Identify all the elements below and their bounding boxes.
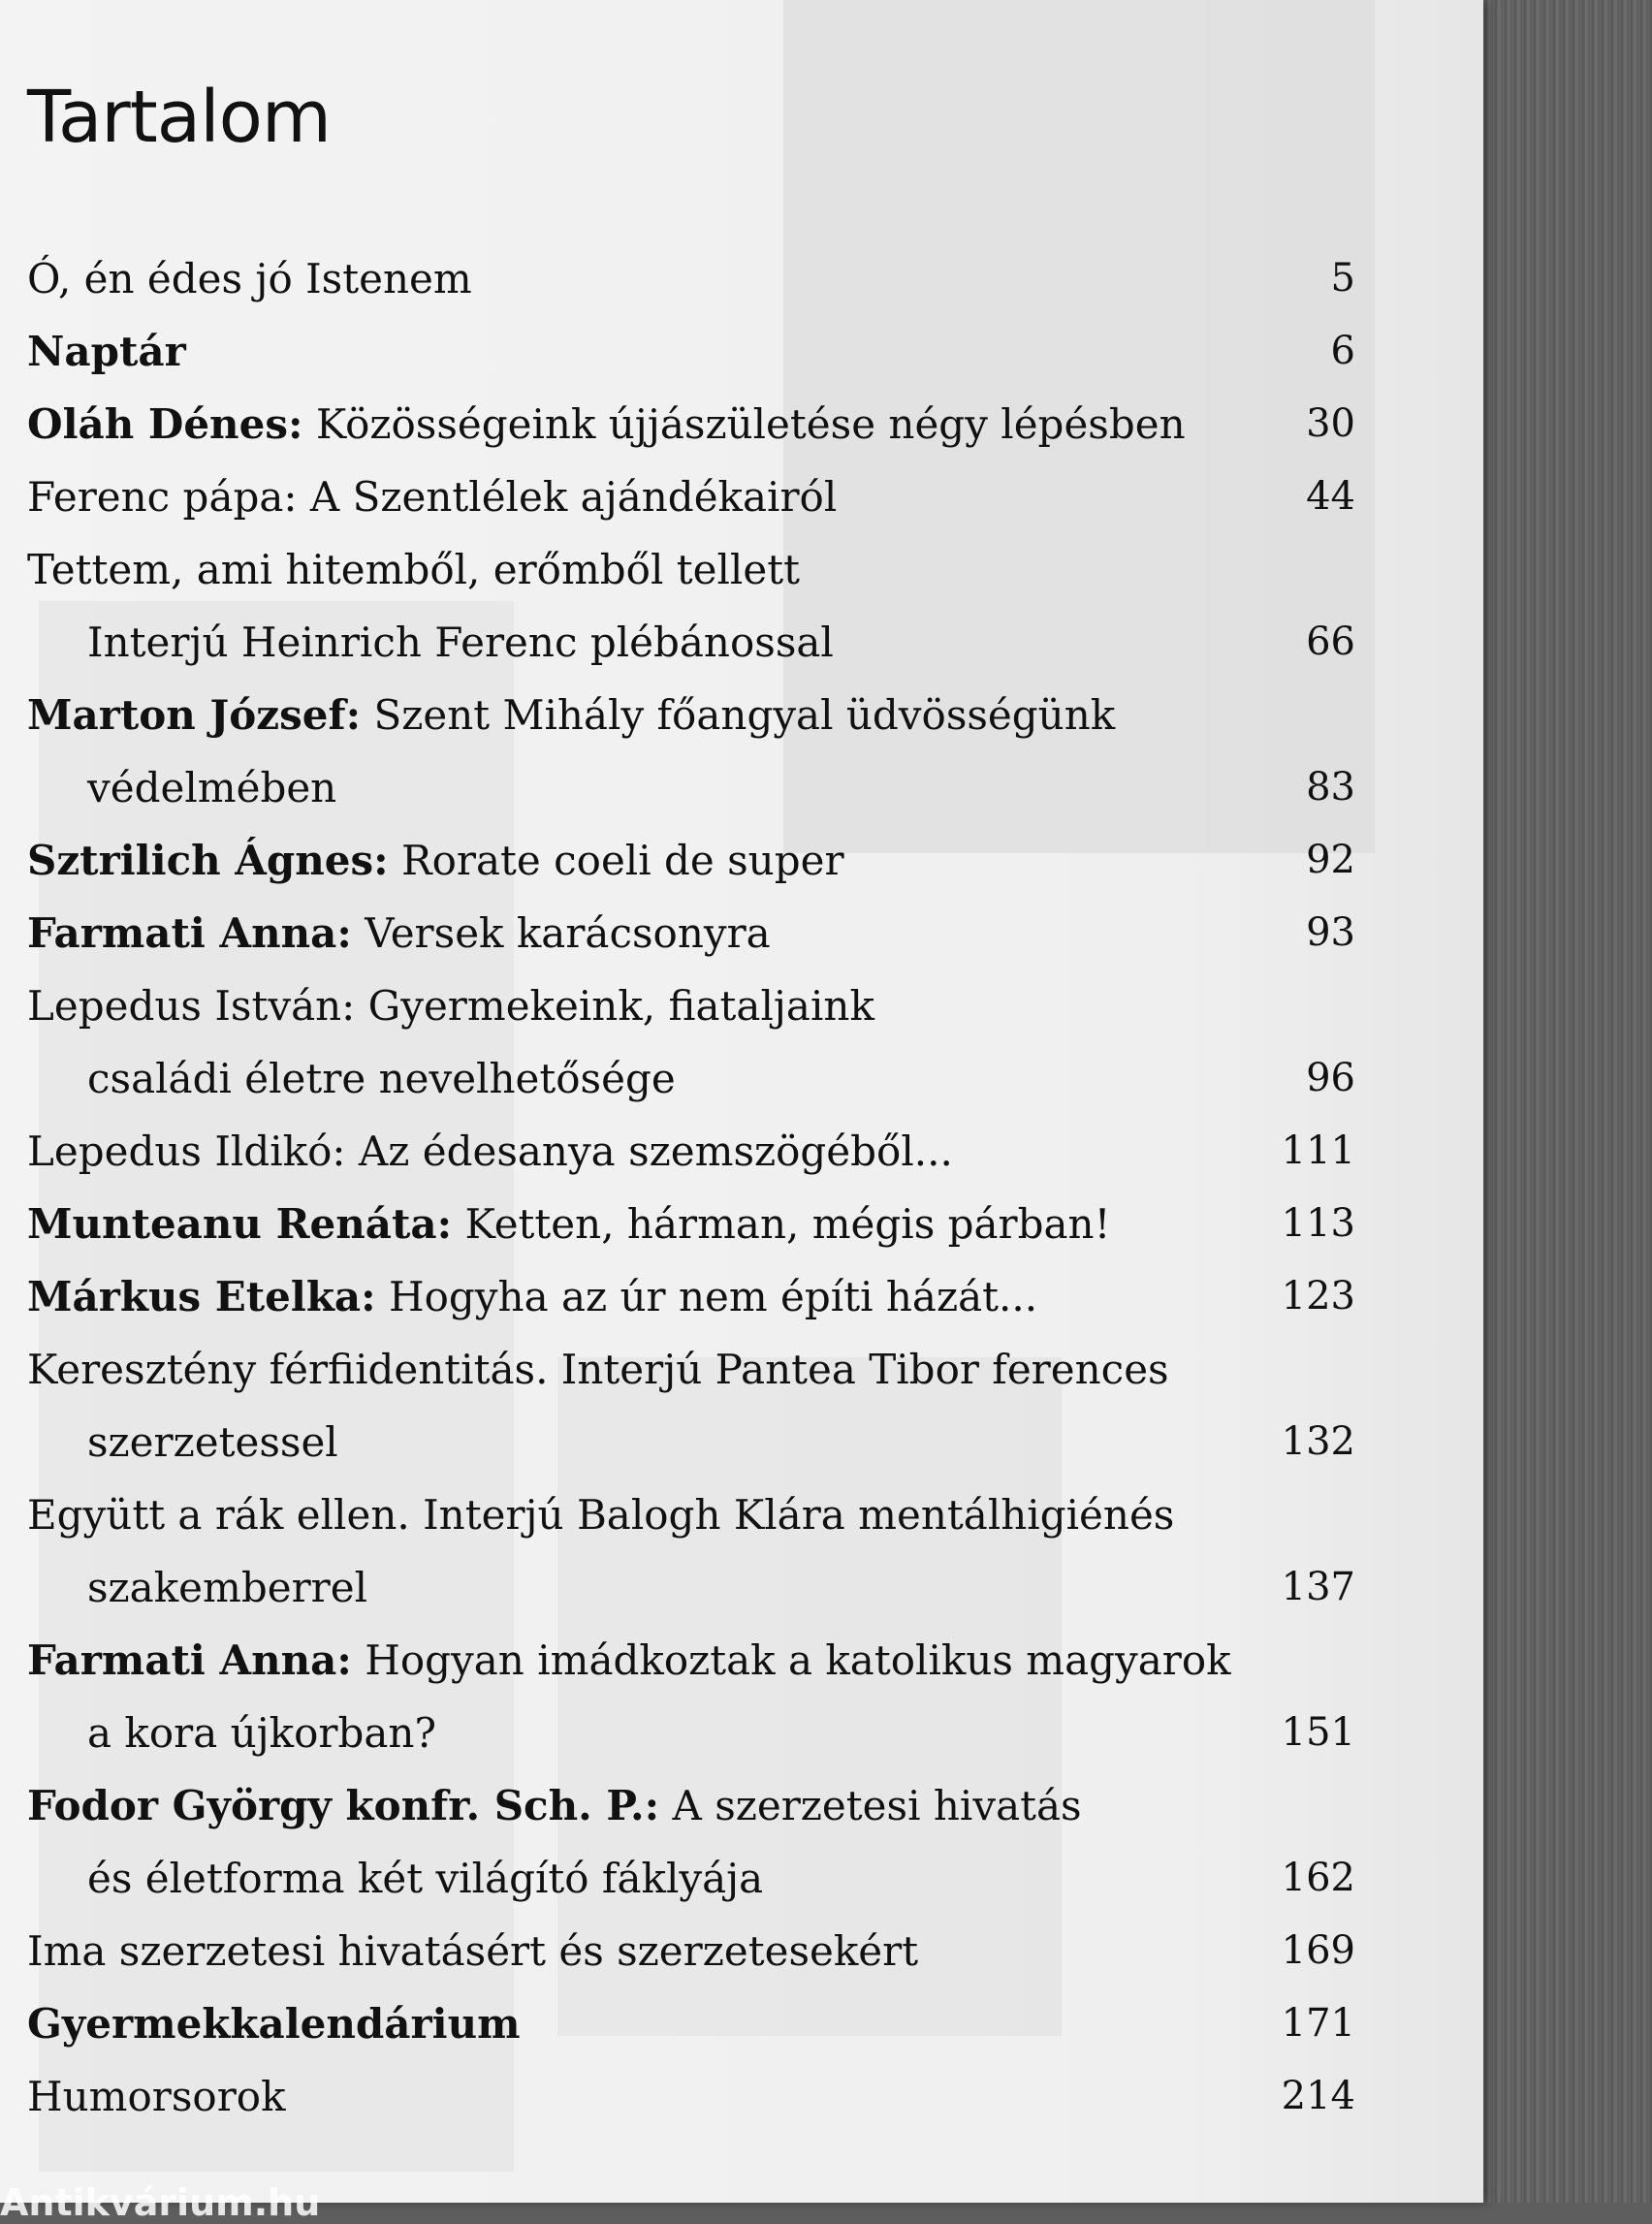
toc-entry xyxy=(27,751,1355,824)
toc-entry-text xyxy=(27,764,336,811)
toc-entry xyxy=(27,1188,1355,1260)
toc-entry-title: és életforma két világító fáklyája xyxy=(87,1855,764,1902)
toc-entry-text xyxy=(27,2073,286,2120)
toc-page-number: 137 xyxy=(1281,1565,1355,1609)
toc-page-number: 93 xyxy=(1306,910,1355,955)
toc-page-number: 132 xyxy=(1281,1419,1355,1464)
table-of-contents xyxy=(27,242,1355,2133)
toc-entry-text xyxy=(27,837,844,884)
toc-entry-title: védelmében xyxy=(87,764,337,811)
toc-entry-title: Versek karácsonyra xyxy=(351,909,771,957)
toc-entry xyxy=(27,315,1355,388)
toc-entry-title: A szerzetesi hivatás xyxy=(659,1782,1082,1829)
toc-entry-text xyxy=(27,1927,918,1975)
toc-entry-title: Keresztény férfiidentitás. Interjú Pantea Tibor ferences xyxy=(27,1346,1169,1393)
toc-entry xyxy=(27,969,1355,1042)
toc-page-number: 66 xyxy=(1306,620,1355,664)
toc-entry-text xyxy=(27,400,1186,448)
toc-entry xyxy=(27,1697,1355,1769)
toc-page-number: 96 xyxy=(1306,1056,1355,1100)
toc-page-number: 214 xyxy=(1281,2074,1355,2118)
toc-page-number: 123 xyxy=(1281,1274,1355,1319)
toc-entry-text xyxy=(27,328,186,375)
toc-entry-author: Fodor György konfr. Sch. P.: xyxy=(27,1782,660,1829)
toc-entry-text xyxy=(27,1273,1037,1320)
toc-entry xyxy=(27,897,1355,969)
toc-entry-text xyxy=(27,1855,763,1902)
toc-page-number: 162 xyxy=(1281,1856,1355,1900)
toc-entry xyxy=(27,679,1355,751)
toc-entry-text xyxy=(27,2000,521,2048)
toc-entry-author: Gyermekkalendárium xyxy=(27,2000,521,2048)
toc-entry-title: a kora újkorban? xyxy=(87,1709,436,1757)
toc-entry xyxy=(27,1842,1355,1915)
toc-entry-author: Márkus Etelka: xyxy=(27,1273,376,1320)
toc-entry xyxy=(27,1042,1355,1115)
toc-entry-author: Farmati Anna: xyxy=(27,909,352,957)
toc-entry-text xyxy=(27,473,837,521)
toc-entry xyxy=(27,1624,1355,1697)
toc-entry xyxy=(27,824,1355,897)
toc-entry-title: Tettem, ami hitemből, erőmből tellett xyxy=(27,546,800,593)
toc-entry-title: Hogyha az úr nem építi házát... xyxy=(375,1273,1038,1320)
toc-entry-title: Hogyan imádkoztak a katolikus magyarok xyxy=(351,1636,1231,1684)
toc-page-number: 111 xyxy=(1281,1128,1355,1173)
toc-entry-title: Ferenc pápa: A Szentlélek ajándékairól xyxy=(27,473,838,521)
toc-entry-title: Ima szerzetesi hivatásért és szerzetesekért xyxy=(27,1927,919,1975)
toc-entry-author: Naptár xyxy=(27,328,186,375)
toc-entry xyxy=(27,606,1355,679)
toc-entry-text xyxy=(27,619,834,666)
toc-entry xyxy=(27,461,1355,533)
toc-entry-text xyxy=(27,1782,1082,1829)
toc-entry-text xyxy=(27,1709,436,1757)
toc-page-number: 44 xyxy=(1306,474,1355,519)
toc-entry xyxy=(27,1115,1355,1188)
toc-entry-title: Ó, én édes jó Istenem xyxy=(27,255,472,302)
toc-entry xyxy=(27,242,1355,315)
toc-entry xyxy=(27,1478,1355,1551)
toc-entry-title: Humorsorok xyxy=(27,2073,286,2120)
toc-entry-title: szerzetessel xyxy=(87,1418,338,1466)
toc-entry xyxy=(27,1260,1355,1333)
toc-page-number: 6 xyxy=(1330,329,1355,373)
toc-entry-title: családi életre nevelhetősége xyxy=(87,1055,676,1102)
toc-entry-title: Közösségeink újjászületése négy lépésben xyxy=(302,400,1186,448)
toc-entry-title: Ketten, hárman, mégis párban! xyxy=(452,1200,1111,1248)
toc-page-number: 30 xyxy=(1306,401,1355,446)
toc-page-number: 169 xyxy=(1281,1928,1355,1973)
toc-entry-author: Farmati Anna: xyxy=(27,1636,352,1684)
page-title: Tartalom xyxy=(27,76,332,159)
toc-entry-author: Munteanu Renáta: xyxy=(27,1200,453,1248)
toc-entry xyxy=(27,388,1355,461)
toc-entry-text xyxy=(27,1636,1231,1684)
toc-entry-title: szakemberrel xyxy=(87,1564,368,1611)
toc-page-number: 171 xyxy=(1281,2001,1355,2046)
toc-entry xyxy=(27,533,1355,606)
toc-entry-author: Marton József: xyxy=(27,691,362,739)
toc-entry xyxy=(27,2060,1355,2133)
toc-page-number: 5 xyxy=(1330,256,1355,301)
toc-entry-title: Lepedus István: Gyermekeink, fiataljaink xyxy=(27,982,874,1030)
toc-entry-title: Interjú Heinrich Ferenc plébánossal xyxy=(87,619,834,666)
watermark-text: Antikvárium.hu xyxy=(0,2181,321,2224)
toc-entry-author: Sztrilich Ágnes: xyxy=(27,837,389,884)
toc-page-number: 83 xyxy=(1306,765,1355,810)
toc-page-number: 92 xyxy=(1306,838,1355,882)
toc-entry-text xyxy=(27,1564,367,1611)
toc-entry-text xyxy=(27,1128,953,1175)
toc-entry-text xyxy=(27,546,800,593)
toc-entry-text xyxy=(27,1418,338,1466)
toc-entry-text xyxy=(27,1200,1110,1248)
toc-entry-text xyxy=(27,909,771,957)
toc-entry-author: Oláh Dénes: xyxy=(27,400,303,448)
toc-entry xyxy=(27,1769,1355,1842)
toc-page-number: 113 xyxy=(1281,1201,1355,1246)
toc-entry xyxy=(27,1551,1355,1624)
toc-entry-text xyxy=(27,1491,1174,1539)
toc-page-number: 151 xyxy=(1281,1710,1355,1755)
toc-entry-text xyxy=(27,982,874,1030)
toc-entry-text xyxy=(27,1055,676,1102)
toc-entry xyxy=(27,1406,1355,1478)
toc-entry xyxy=(27,1915,1355,1987)
toc-entry xyxy=(27,1987,1355,2060)
toc-entry-text xyxy=(27,255,472,302)
toc-entry-title: Szent Mihály főangyal üdvösségünk xyxy=(361,691,1116,739)
toc-entry-text xyxy=(27,691,1115,739)
toc-entry-title: Rorate coeli de super xyxy=(388,837,844,884)
toc-entry-text xyxy=(27,1346,1169,1393)
toc-entry-title: Lepedus Ildikó: Az édesanya szemszögéből... xyxy=(27,1128,953,1175)
toc-entry-title: Együtt a rák ellen. Interjú Balogh Klára mentálhigiénés xyxy=(27,1491,1175,1539)
toc-entry xyxy=(27,1333,1355,1406)
